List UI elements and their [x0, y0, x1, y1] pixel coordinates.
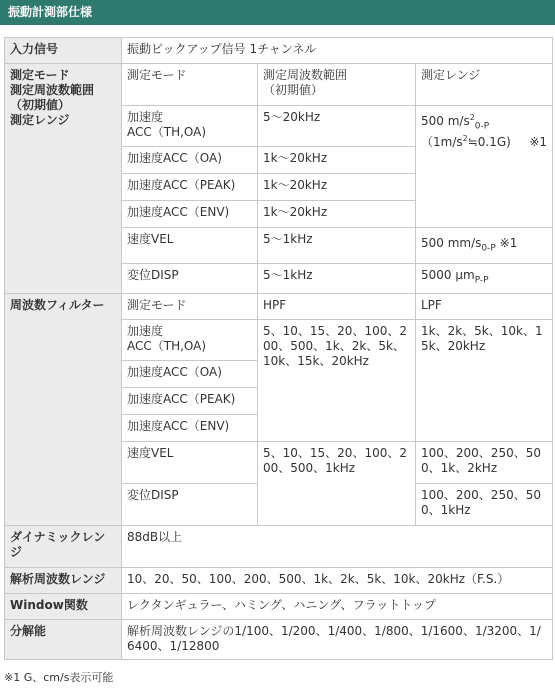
filter-env-mode: 加速度ACC（ENV): [122, 415, 258, 442]
measure-col-freq: [258, 64, 416, 106]
filter-label: 周波数フィルター: [5, 294, 122, 526]
measure-disp-freq: 5～1kHz: [258, 264, 416, 294]
filter-col-mode: 測定モード: [122, 294, 258, 320]
accel-range-main-text: 500 m/s: [421, 114, 470, 128]
measure-vel-range: [416, 228, 553, 264]
disp-range-main: 5000 μm: [421, 268, 475, 282]
filter-peak-mode: 加速度ACC（PEAK): [122, 388, 258, 415]
measure-env-mode: 加速度ACC（ENV): [122, 201, 258, 228]
measure-vel-freq: 5～1kHz: [258, 228, 416, 264]
accel-note-mark: ※1: [529, 135, 548, 149]
measure-label-line: 測定周波数範囲: [10, 83, 95, 97]
measure-oa-freq: 1k～20kHz: [258, 147, 416, 174]
measure-peak-freq: 1k～20kHz: [258, 174, 416, 201]
measure-accel-mode-line1: 加速度: [127, 110, 164, 124]
measure-env-freq: 1k～20kHz: [258, 201, 416, 228]
measure-disp-mode: 変位DISP: [122, 264, 258, 294]
filter-accel-hpf: 5、10、15、20、100、200、500、1k、2k、5k、10k、15k、20kHz: [258, 320, 416, 442]
measure-peak-mode: 加速度ACC（PEAK): [122, 174, 258, 201]
resolution-label: 分解能: [5, 620, 122, 660]
filter-col-lpf: LPF: [416, 294, 553, 320]
filter-vel-lpf: 100、200、250、500、1k、2kHz: [416, 442, 553, 484]
window-label: Window関数: [5, 594, 122, 620]
resolution-value: 解析周波数レンジの1/100、1/200、1/400、1/800、1/1600、1/3200、1/6400、1/12800: [122, 620, 553, 660]
measure-col-mode: 測定モード: [122, 64, 258, 106]
accel-range-alt-b: ≒0.1G): [467, 135, 511, 149]
measure-label-line: 測定レンジ: [10, 113, 70, 127]
analysis-range-label: 解析周波数レンジ: [5, 568, 122, 594]
measure-vel-mode: 速度VEL: [122, 228, 258, 264]
measure-oa-mode: 加速度ACC（OA): [122, 147, 258, 174]
measure-disp-range: [416, 264, 553, 294]
measure-accel-mode: [122, 106, 258, 147]
filter-col-hpf: HPF: [258, 294, 416, 320]
filter-accel-lpf: 1k、2k、5k、10k、15k、20kHz: [416, 320, 553, 442]
measure-accel-freq: 5～20kHz: [258, 106, 416, 147]
input-signal-label: 入力信号: [5, 38, 122, 64]
footnote: ※1 G、cm/s表示可能: [4, 671, 114, 684]
accel-range-alt-a: （1m/s: [421, 135, 463, 149]
input-signal-value: 振動ピックアップ信号 1チャンネル: [122, 38, 553, 64]
section-title: 振動計測部仕様: [0, 0, 555, 25]
spec-table: [4, 37, 553, 660]
filter-accel-mode: [122, 320, 258, 361]
filter-accel-mode-line2: ACC（TH,OA): [127, 339, 207, 353]
filter-disp-mode: 変位DISP: [122, 484, 258, 526]
analysis-range-value: 10、20、50、100、200、500、1k、2k、5k、10k、20kHz（F.S.）: [122, 568, 553, 594]
filter-accel-mode-line1: 加速度: [127, 324, 164, 338]
window-value: レクタンギュラー、ハミング、ハニング、フラットトップ: [122, 594, 553, 620]
vel-note-mark: ※1: [499, 236, 518, 250]
measure-accel-mode-line2: ACC（TH,OA): [127, 125, 207, 139]
row-window: [5, 594, 553, 620]
vel-range: [421, 236, 547, 254]
row-measure-header: [5, 64, 553, 106]
measure-col-freq-line1: 測定周波数範囲: [263, 68, 348, 82]
row-analysis-range: [5, 568, 553, 594]
filter-vel-mode: 速度VEL: [122, 442, 258, 484]
measure-label-line: 測定モード: [10, 68, 70, 82]
accel-range-alt: [421, 135, 547, 150]
measure-accel-range: [416, 106, 553, 228]
measure-label: [5, 64, 122, 294]
accel-range-sub: 0-P: [474, 121, 490, 132]
disp-range-sub: P-P: [474, 275, 489, 286]
vel-range-sub: 0-P: [481, 243, 496, 254]
measure-col-freq-line2: （初期値）: [263, 83, 324, 97]
filter-oa-mode: 加速度ACC（OA): [122, 361, 258, 388]
measure-label-line: （初期値）: [10, 98, 71, 112]
filter-disp-lpf: 100、200、250、500、1kHz: [416, 484, 553, 526]
accel-range-sup: 2: [469, 113, 475, 122]
dynamic-range-label: ダイナミックレンジ: [5, 526, 122, 568]
row-dynamic-range: [5, 526, 553, 568]
row-resolution: [5, 620, 553, 660]
filter-vel-hpf: 5、10、15、20、100、200、500、1kHz: [258, 442, 416, 526]
measure-col-range: 測定レンジ: [416, 64, 553, 106]
dynamic-range-value: 88dB以上: [122, 526, 553, 568]
accel-range-alt-sup: 2: [462, 134, 468, 143]
accel-range-main: [421, 113, 547, 132]
vel-range-main: 500 mm/s: [421, 236, 482, 250]
row-filter-header: [5, 294, 553, 320]
row-input-signal: [5, 38, 553, 64]
